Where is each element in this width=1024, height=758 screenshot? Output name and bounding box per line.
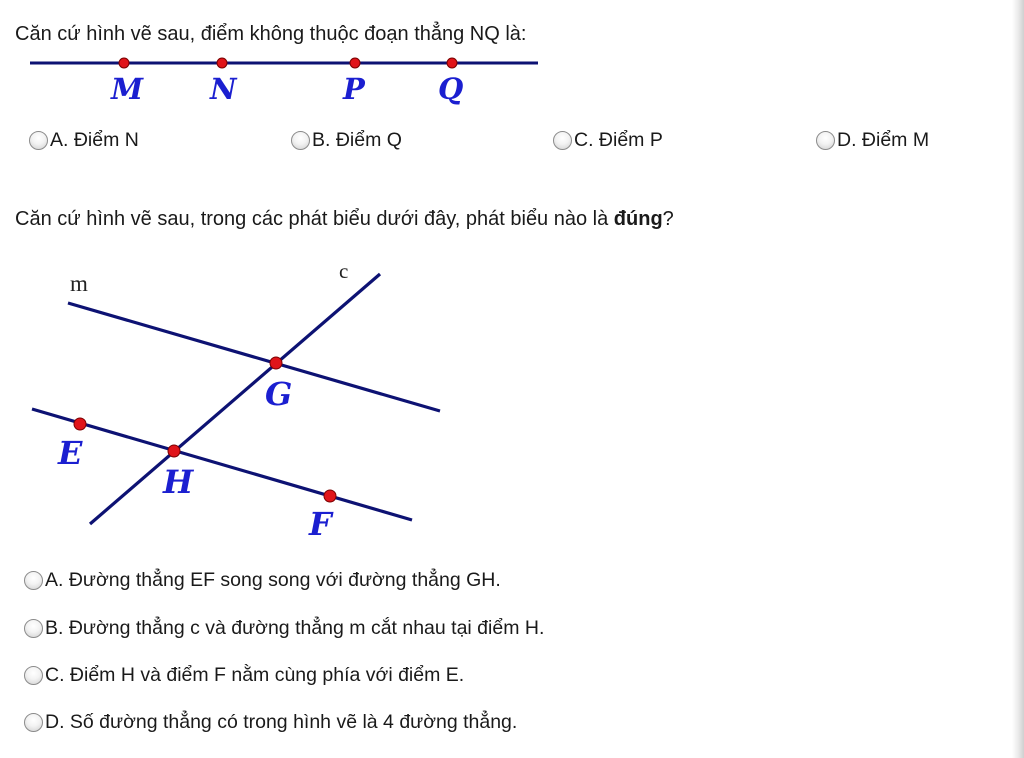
prompt-bold-text: đúng (613, 208, 663, 230)
q1-option-d[interactable] (816, 128, 929, 152)
q1-option-c[interactable] (553, 128, 663, 152)
point-label-m: M (111, 72, 144, 106)
line-label-m: m (70, 271, 88, 296)
line-m (68, 303, 440, 411)
q1-option-b[interactable] (291, 128, 402, 152)
option-label: C. Điểm P (574, 129, 663, 151)
option-label: B. Điểm Q (312, 129, 402, 151)
question-1-prompt: Căn cứ hình vẽ sau, điểm không thuộc đoạn thẳng NQ là: (15, 23, 527, 45)
question-1-figure (0, 40, 560, 110)
point-m (119, 58, 129, 68)
point-label-q: Q (438, 72, 464, 106)
line-ef (32, 409, 412, 520)
q2-option-b[interactable] (24, 616, 544, 640)
radio-button[interactable] (291, 131, 310, 150)
prompt-end: ? (662, 208, 674, 230)
point-label-p: P (343, 72, 365, 106)
q2-option-c[interactable] (24, 663, 464, 687)
point-q (447, 58, 457, 68)
option-label: D. Điểm M (837, 129, 930, 151)
window-edge (1012, 0, 1024, 758)
line-label-c: c (339, 259, 349, 283)
radio-button[interactable] (24, 713, 43, 732)
question-2-figure (0, 250, 460, 550)
point-f (324, 490, 336, 502)
point-label-n: N (210, 72, 237, 106)
radio-button[interactable] (24, 571, 43, 590)
radio-button[interactable] (24, 619, 43, 638)
option-label: D. Số đường thẳng có trong hình vẽ là 4 đường thẳng. (45, 711, 518, 733)
option-label: C. Điểm H và điểm F nằm cùng phía với điểm E. (45, 664, 465, 686)
point-label-f: F (309, 505, 332, 543)
option-label: B. Đường thẳng c và đường thẳng m cắt nhau tại điểm H. (45, 617, 545, 639)
question-2-prompt (15, 207, 674, 231)
point-p (350, 58, 360, 68)
radio-button[interactable] (29, 131, 48, 150)
radio-button[interactable] (553, 131, 572, 150)
prompt-text: Căn cứ hình vẽ sau, trong các phát biểu dưới đây, phát biểu nào là (15, 208, 614, 230)
option-label: A. Điểm N (50, 129, 139, 151)
point-label-g: G (265, 375, 293, 413)
q2-option-d[interactable] (24, 710, 517, 734)
radio-button[interactable] (24, 666, 43, 685)
point-e (74, 418, 86, 430)
radio-button[interactable] (816, 131, 835, 150)
point-label-h: H (163, 463, 194, 501)
line-c (90, 274, 380, 524)
q2-option-a[interactable] (24, 568, 501, 592)
point-label-e: E (58, 434, 83, 472)
option-label: A. Đường thẳng EF song song với đường thẳng GH. (45, 569, 501, 591)
q1-option-a[interactable] (29, 128, 139, 152)
point-h (168, 445, 180, 457)
point-n (217, 58, 227, 68)
point-g (270, 357, 282, 369)
